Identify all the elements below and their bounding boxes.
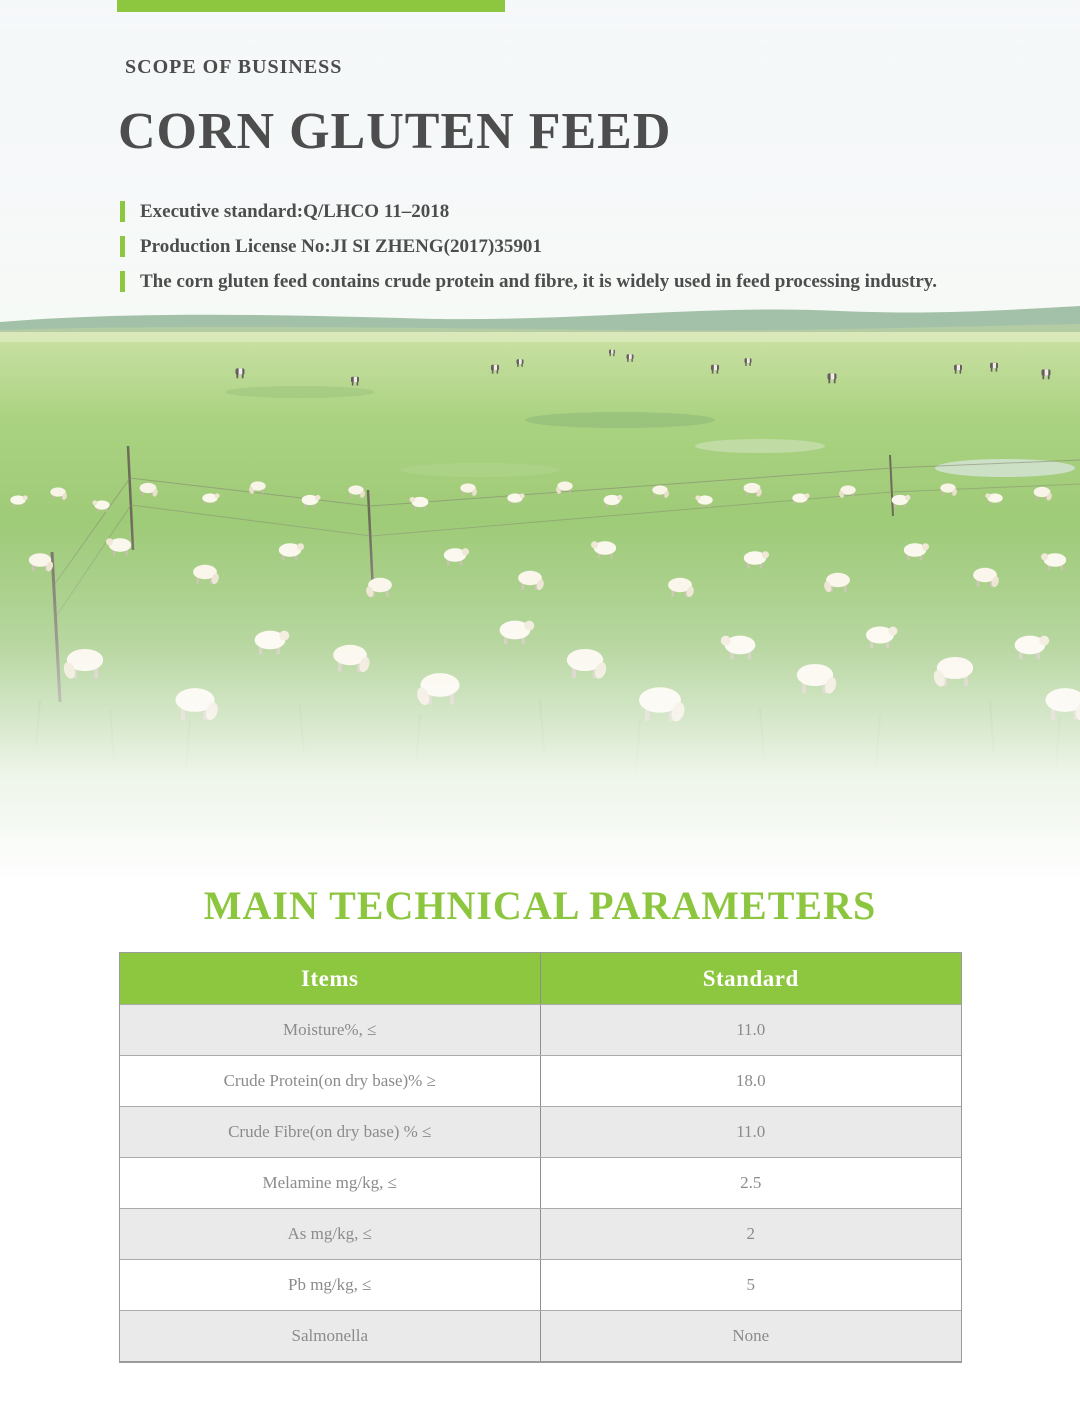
bullet-text: Executive standard:Q/LHCO 11–2018	[140, 201, 450, 222]
table-row	[120, 1208, 961, 1259]
table-row	[120, 1004, 961, 1055]
bullet-item	[120, 264, 952, 299]
section-heading: MAIN TECHNICAL PARAMETERS	[203, 883, 877, 928]
top-accent-bar	[117, 0, 505, 12]
cell-item: Crude Protein(on dry base)% ≥	[120, 1056, 541, 1106]
cell-standard: 2.5	[740, 1173, 762, 1192]
table-row	[120, 1157, 961, 1208]
table-row	[120, 1259, 961, 1310]
cell-item: Moisture%, ≤	[120, 1005, 541, 1055]
cell-item: Melamine mg/kg, ≤	[120, 1158, 541, 1208]
table-row	[120, 1310, 961, 1361]
bullet-text: The corn gluten feed contains crude protein and fibre, it is widely used in feed processing industry.	[140, 271, 937, 292]
header-cell-items: Items	[120, 953, 541, 1004]
table-header-row	[120, 953, 961, 1004]
bullet-bar-icon	[120, 236, 125, 257]
header-cell-standard: Standard	[702, 965, 799, 991]
bullet-text: Production License No:JI SI ZHENG(2017)35901	[140, 236, 542, 257]
cell-standard: 11.0	[736, 1020, 766, 1039]
bullet-item	[120, 194, 952, 229]
table-row	[120, 1106, 961, 1157]
bullet-list	[120, 194, 952, 299]
cell-item: As mg/kg, ≤	[120, 1209, 541, 1259]
table-row	[120, 1055, 961, 1106]
cell-standard: 5	[746, 1275, 755, 1294]
kicker: SCOPE OF BUSINESS	[125, 56, 343, 78]
cell-standard: 11.0	[736, 1122, 766, 1141]
bullet-item	[120, 229, 952, 264]
bullet-bar-icon	[120, 271, 125, 292]
cell-standard: 2	[746, 1224, 755, 1243]
cell-standard: None	[732, 1326, 770, 1345]
cell-item: Pb mg/kg, ≤	[120, 1260, 541, 1310]
page-title: CORN GLUTEN FEED	[118, 103, 672, 160]
parameters-table	[119, 952, 962, 1363]
cell-item: Crude Fibre(on dry base) % ≤	[120, 1107, 541, 1157]
cell-item: Salmonella	[120, 1311, 541, 1361]
cell-standard: 18.0	[735, 1071, 766, 1090]
bullet-bar-icon	[120, 201, 125, 222]
